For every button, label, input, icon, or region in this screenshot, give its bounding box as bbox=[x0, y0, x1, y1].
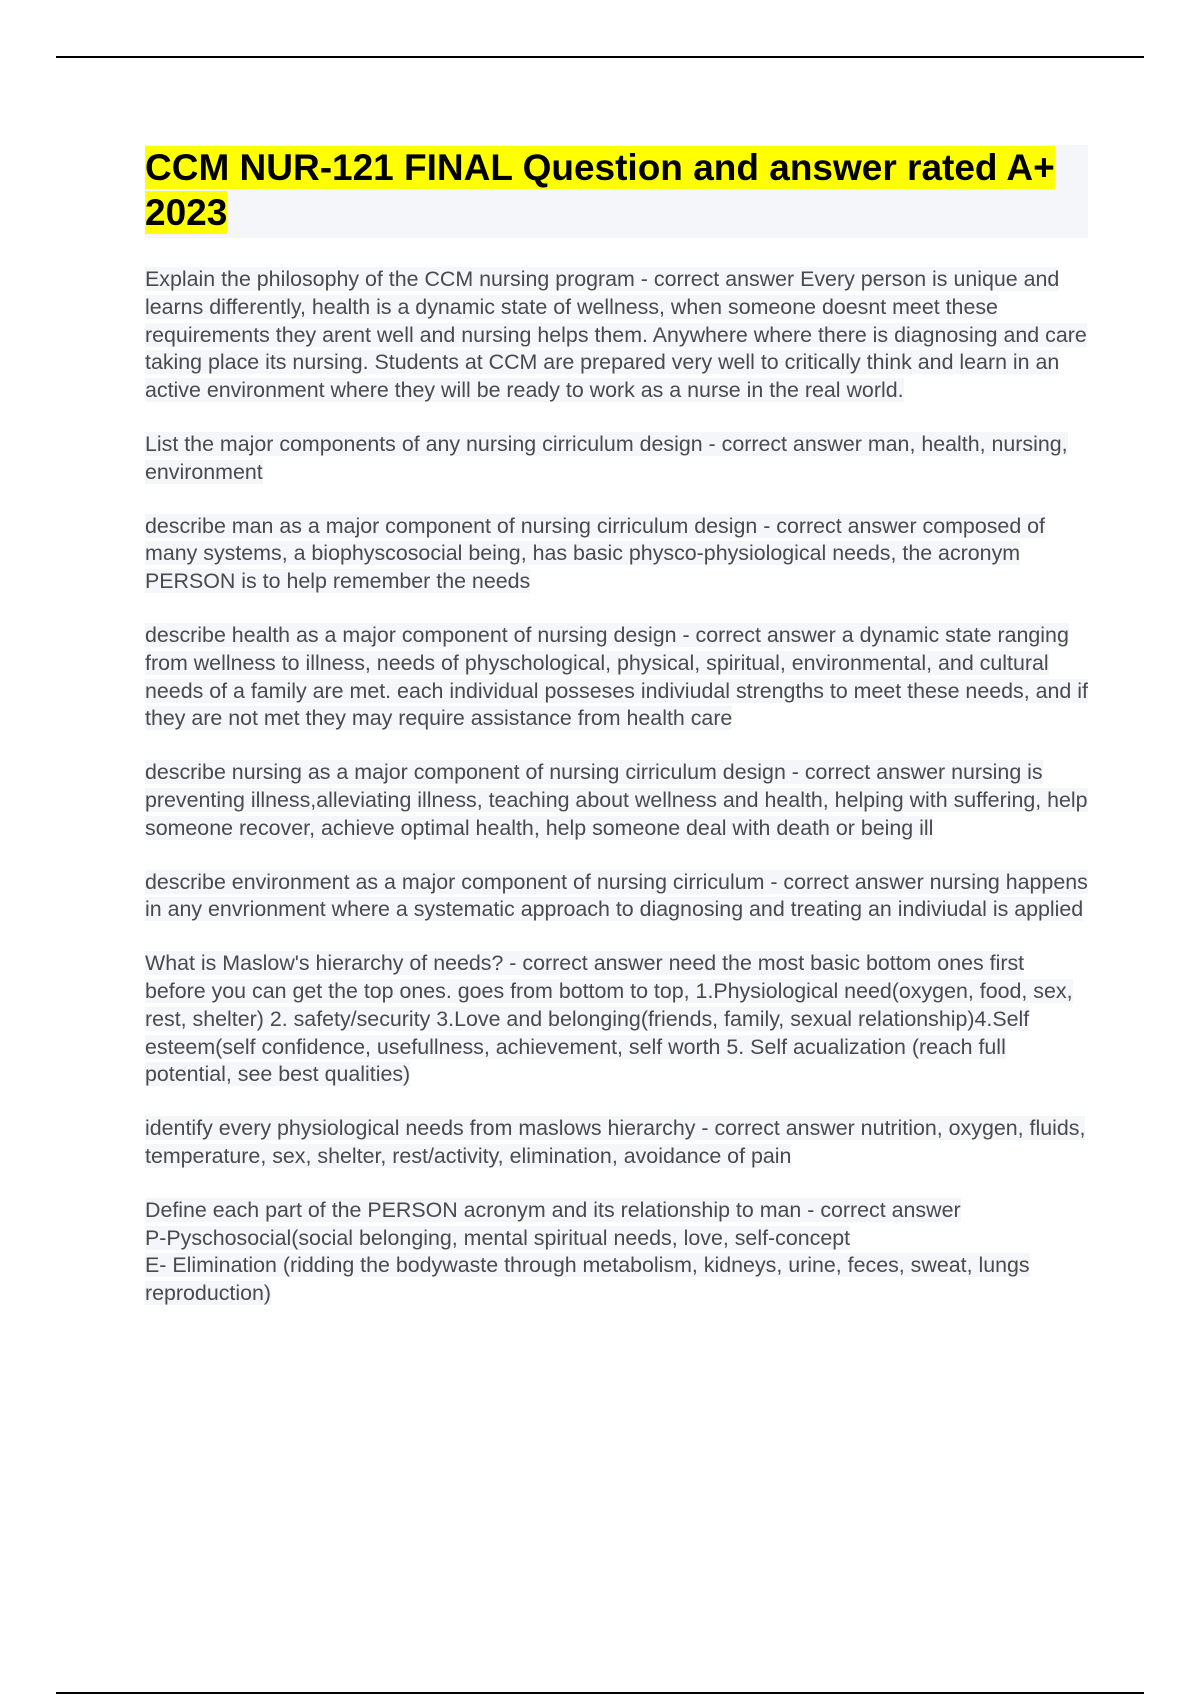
top-rule bbox=[56, 56, 1144, 58]
qa-entry-environment: describe environment as a major component of nursing cirriculum - correct answer nursing happens in any envrionment where a systematic approach to diagnosing and treating an indiviudal is applied bbox=[145, 869, 1088, 922]
qa-entry-health: describe health as a major component of nursing design - correct answer a dynamic state ranging from wellness to illness, needs of physchological, physical, spiritual, environmental, and cultural needs of a family are met. each individual posseses indiviudal strengths to meet these needs, and if they are not met they may require assistance from health care bbox=[145, 622, 1088, 731]
qa-entry-maslow: What is Maslow's hierarchy of needs? - correct answer need the most basic bottom ones first before you can get the top ones. goes from bottom to top, 1.Physiological need(oxygen, food, sex, rest, shelter) 2. safety/security 3.Love and belonging(friends, family, sexual relationship)4.Self esteem(self confidence, usefullness, achievement, self worth 5. Self acualization (reach full potential, see best qualities) bbox=[145, 951, 1073, 1087]
qa-entry-nursing: describe nursing as a major component of nursing cirriculum design - correct answer nursing is preventing illness,alleviating illness, teaching about wellness and health, helping with suffering, help someone recover, achieve optimal health, help someone deal with death or being ill bbox=[145, 760, 1088, 840]
qa-entry-man: describe man as a major component of nursing cirriculum design - correct answer composed of many systems, a biophyscosocial being, has basic physco-physiological needs, the acronym PERSON is to help remember the needs bbox=[145, 513, 1045, 594]
qa-list bbox=[145, 266, 1090, 1334]
qa-entry-philosophy: Explain the philosophy of the CCM nursing program - correct answer Every person is unique and learns differently, health is a dynamic state of wellness, when someone doesnt meet these requirements they arent well and nursing helps them. Anywhere where there is diagnosing and care taking place its nursing. Students at CCM are prepared very well to critically think and learn in an active environment where they will be ready to work as a nurse in the real world. bbox=[145, 267, 1087, 403]
qa-entry-major-components: List the major components of any nursing cirriculum design - correct answer man, health, nursing, environment bbox=[145, 431, 1068, 484]
qa-entry-person-acronym: Define each part of the PERSON acronym and its relationship to man - correct answer P-Pyschosocial(social belonging, mental spiritual needs, love, self-concept E- Elimination (ridding the bodywaste through metabolism, kidneys, urine, feces, sweat, lungs reproduction) bbox=[145, 1197, 1030, 1306]
qa-entry-physiological-needs: identify every physiological needs from maslows hierarchy - correct answer nutrition, oxygen, fluids, temperature, sex, shelter, rest/activity, elimination, avoidance of pain bbox=[145, 1116, 1086, 1168]
bottom-rule bbox=[56, 1692, 1144, 1694]
title-block bbox=[145, 145, 1088, 238]
document-title bbox=[145, 145, 1088, 235]
document-title-text: CCM NUR-121 FINAL Question and answer rated A+ 2023 bbox=[145, 147, 1055, 233]
